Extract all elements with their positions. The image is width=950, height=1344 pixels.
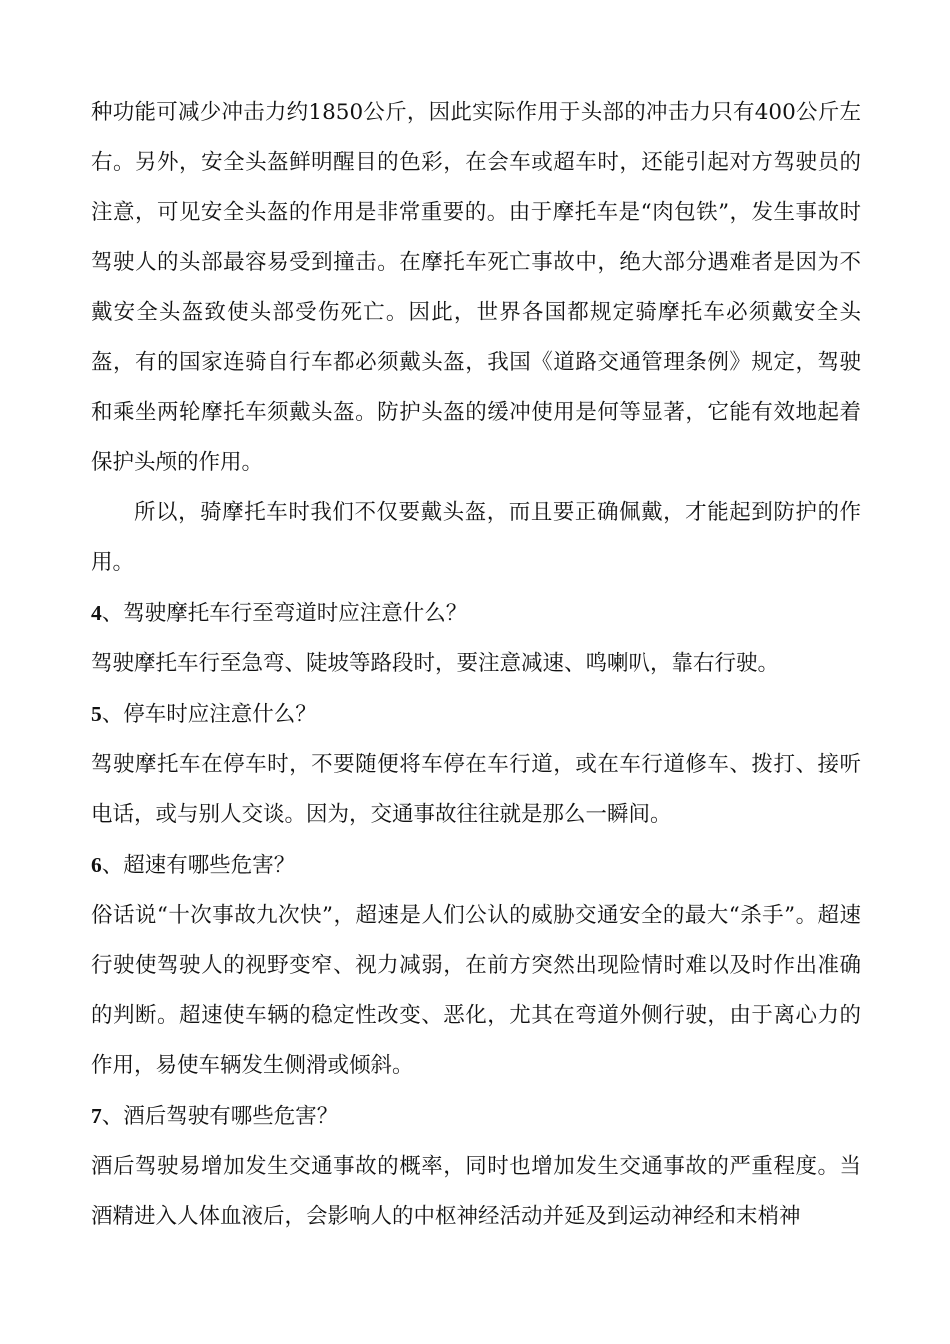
question-number: 7 bbox=[91, 1104, 102, 1128]
question-heading-6 bbox=[91, 840, 861, 891]
question-heading-5 bbox=[91, 689, 861, 740]
question-number: 6 bbox=[91, 853, 102, 877]
document-page bbox=[91, 88, 861, 1242]
question-text: 、停车时应注意什么？ bbox=[101, 702, 317, 727]
answer-paragraph-6: 俗话说“十次事故九次快”，超速是人们公认的威胁交通安全的最大“杀手”。超速行驶使驾驶人的视野变窄、视力减弱，在前方突然出现险情时难以及时作出准确的判断。超速使车辆的稳定性改变、恶化，尤其在弯道外侧行驶，由于离心力的作用，易使车辆发生侧滑或倾斜。 bbox=[91, 903, 861, 1078]
paragraph-wear-helmet: 所以，骑摩托车时我们不仅要戴头盔，而且要正确佩戴，才能起到防护的作用。 bbox=[91, 500, 861, 575]
question-number: 5 bbox=[91, 702, 102, 726]
question-number: 4 bbox=[91, 601, 102, 625]
question-heading-4 bbox=[91, 588, 861, 639]
paragraph-helmet-impact: 种功能可减少冲击力约1850公斤，因此实际作用于头部的冲击力只有400公斤左右。另外，安全头盔鲜明醒目的色彩，在会车或超车时，还能引起对方驾驶员的注意，可见安全头盔的作用是非常重要的。由于摩托车是“肉包铁”，发生事故时驾驶人的头部最容易受到撞击。在摩托车死亡事故中，绝大部分遇难者是因为不戴安全头盔致使头部受伤死亡。因此，世界各国都规定骑摩托车必须戴安全头盔，有的国家连骑自行车都必须戴头盔，我国《道路交通管理条例》规定，驾驶和乘坐两轮摩托车须戴头盔。防护头盔的缓冲使用是何等显著，它能有效地起着保护头颅的作用。 bbox=[91, 100, 861, 475]
answer-paragraph-4: 驾驶摩托车行至急弯、陡坡等路段时，要注意减速、鸣喇叭，靠右行驶。 bbox=[91, 651, 780, 676]
answer-paragraph-7: 酒后驾驶易增加发生交通事故的概率，同时也增加发生交通事故的严重程度。当酒精进入人体血液后，会影响人的中枢神经活动并延及到运动神经和末梢神 bbox=[91, 1154, 861, 1229]
question-heading-7 bbox=[91, 1091, 861, 1142]
answer-paragraph-5: 驾驶摩托车在停车时，不要随便将车停在车行道，或在车行道修车、拨打、接听电话，或与别人交谈。因为，交通事故往往就是那么一瞬间。 bbox=[91, 752, 861, 827]
question-text: 、超速有哪些危害？ bbox=[101, 853, 296, 878]
question-text: 、酒后驾驶有哪些危害？ bbox=[101, 1104, 339, 1129]
question-text: 、驾驶摩托车行至弯道时应注意什么？ bbox=[101, 601, 468, 626]
